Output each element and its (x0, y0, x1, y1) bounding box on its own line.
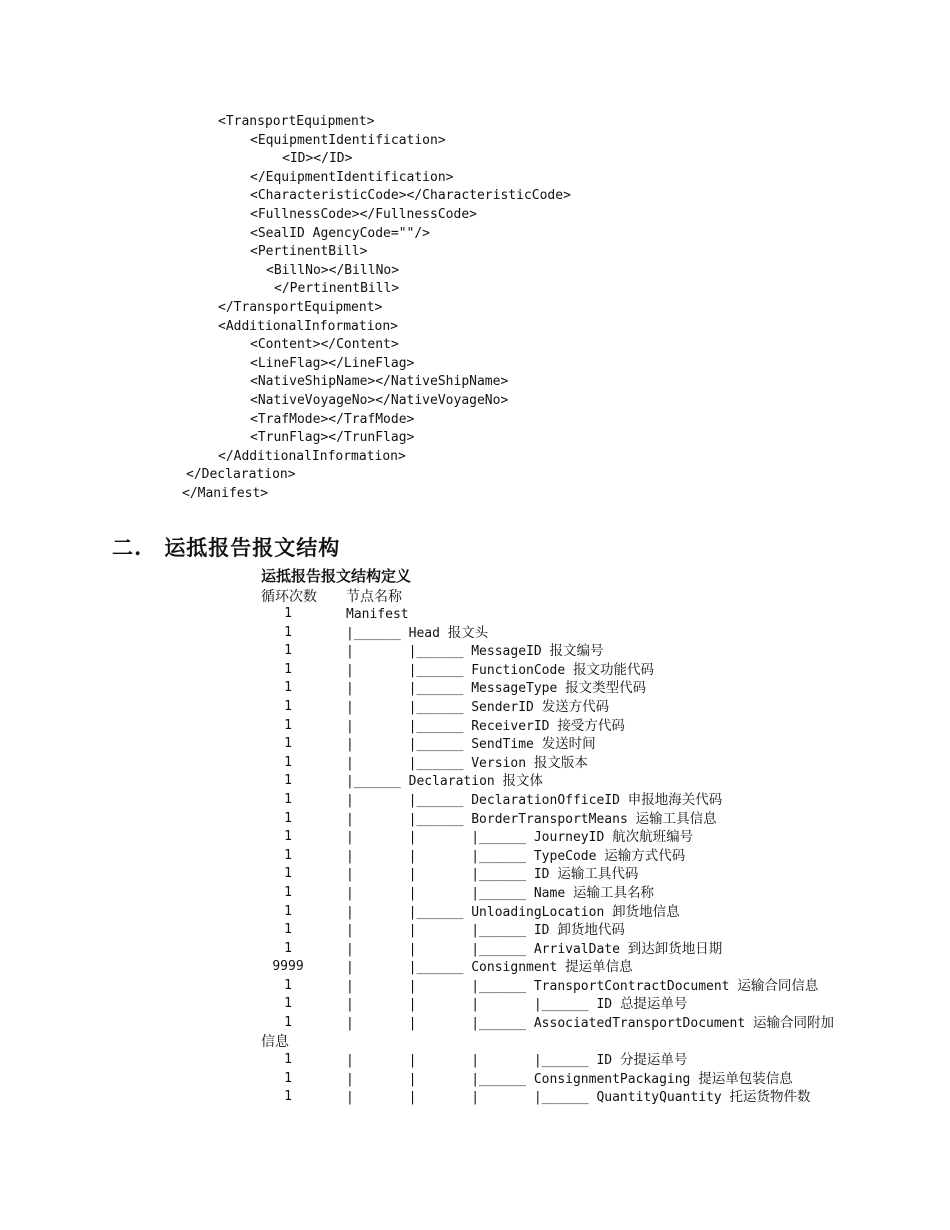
xml-line: <FullnessCode></FullnessCode> (250, 206, 477, 222)
tree-branch: | |______ (346, 699, 472, 715)
tree-branch: |______ (346, 774, 409, 790)
node-description: 提运单信息 (565, 959, 633, 976)
node-name: Consignment (471, 960, 558, 976)
node-label (346, 642, 604, 662)
xml-line: </PertinentBill> (274, 281, 400, 297)
node-description: 报文类型代码 (565, 680, 647, 697)
node-description: 报文编号 (549, 643, 604, 660)
node-label (346, 1014, 834, 1034)
node-name: AssociatedTransportDocument (533, 1016, 746, 1032)
xml-line: </Manifest> (182, 485, 269, 501)
loop-count: 1 (284, 791, 292, 807)
node-label (346, 624, 488, 644)
wrapped-text: 信息 (261, 1033, 289, 1050)
node-name: ID (533, 923, 550, 939)
xml-line: <EquipmentIdentification> (250, 132, 446, 148)
tree-branch: | | | |______ (346, 1090, 597, 1106)
loop-count: 1 (284, 996, 292, 1012)
column-header-node: 节点名称 (346, 589, 402, 605)
loop-count: 1 (284, 829, 292, 845)
tree-branch: | |______ (346, 644, 472, 660)
xml-line: <TrunFlag></TrunFlag> (250, 430, 415, 446)
node-description: 卸货地信息 (612, 903, 680, 920)
loop-count: 1 (284, 624, 292, 640)
tree-row (0, 698, 950, 717)
node-name: FunctionCode (471, 662, 566, 678)
tree-row (0, 1014, 950, 1033)
xml-line: <LineFlag></LineFlag> (250, 355, 415, 371)
node-name: UnloadingLocation (471, 904, 605, 920)
node-name: Name (533, 885, 566, 901)
tree-row (0, 661, 950, 680)
node-label (346, 995, 687, 1015)
node-label (346, 977, 818, 997)
tree-branch: | | |______ (346, 830, 534, 846)
tree-row (0, 624, 950, 643)
node-description: 运输合同附加 (753, 1015, 834, 1032)
loop-count: 1 (284, 773, 292, 789)
node-name: TransportContractDocument (533, 978, 730, 994)
tree-branch: | |______ (346, 904, 472, 920)
tree-row (0, 903, 950, 922)
structure-tree (0, 605, 950, 1107)
node-label (346, 1051, 687, 1071)
loop-count: 1 (284, 661, 292, 677)
node-description: 报文头 (447, 624, 489, 641)
tree-branch: |______ (346, 625, 409, 641)
node-label (346, 735, 596, 755)
node-description: 申报地海关代码 (627, 791, 723, 808)
tree-branch: | |______ (346, 755, 472, 771)
xml-line: </TransportEquipment> (218, 299, 383, 315)
loop-count: 1 (284, 977, 292, 993)
node-description: 运输工具信息 (635, 810, 717, 827)
node-label (346, 921, 625, 941)
node-description: 运输工具名称 (572, 884, 654, 901)
node-description: 航次航班编号 (612, 829, 694, 846)
tree-row (0, 642, 950, 661)
loop-count: 1 (284, 866, 292, 882)
xml-line: <NativeShipName></NativeShipName> (250, 374, 509, 390)
node-description: 接受方代码 (557, 717, 625, 734)
node-label (346, 847, 685, 867)
node-name: MessageType (471, 681, 558, 697)
tree-row (0, 958, 950, 977)
node-label (346, 698, 609, 718)
node-name: ID (596, 997, 613, 1013)
xml-line: <TransportEquipment> (218, 114, 375, 129)
xml-line: <CharacteristicCode></CharacteristicCode> (250, 188, 571, 204)
node-name: BorderTransportMeans (471, 811, 628, 827)
tree-row (0, 772, 950, 791)
node-label (346, 1070, 793, 1090)
node-name: Version (471, 755, 527, 771)
node-name: ID (533, 867, 550, 883)
tree-branch: | | |______ (346, 867, 534, 883)
tree-branch: | |______ (346, 960, 472, 976)
node-label (346, 679, 646, 699)
loop-count: 1 (284, 940, 292, 956)
xml-line: </AdditionalInformation> (218, 448, 406, 464)
loop-count: 1 (284, 903, 292, 919)
node-name: Manifest (346, 607, 409, 622)
node-name: JourneyID (533, 830, 605, 846)
xml-line: </EquipmentIdentification> (250, 169, 454, 185)
xml-line: <Content></Content> (250, 337, 399, 353)
loop-count: 1 (284, 680, 292, 696)
loop-count: 1 (284, 643, 292, 659)
node-description: 提运单包装信息 (698, 1070, 793, 1087)
tree-row (0, 995, 950, 1014)
xml-line: <NativeVoyageNo></NativeVoyageNo> (250, 392, 509, 408)
xml-snippet (180, 113, 571, 503)
node-description: 发送时间 (541, 736, 596, 753)
xml-line: </Declaration> (186, 467, 296, 483)
tree-branch: | | |______ (346, 923, 534, 939)
node-name: ReceiverID (471, 718, 550, 734)
tree-row (0, 810, 950, 829)
node-label (346, 865, 638, 885)
node-description: 报文体 (502, 773, 544, 790)
node-description: 报文版本 (533, 754, 588, 771)
node-name: TypeCode (533, 848, 597, 864)
tree-branch: | | | |______ (346, 1053, 597, 1069)
tree-row (0, 865, 950, 884)
node-label (346, 940, 722, 960)
node-name: Declaration (408, 774, 495, 790)
tree-row (0, 1051, 950, 1070)
node-label (346, 958, 633, 978)
tree-row (0, 828, 950, 847)
node-description: 运输工具代码 (557, 866, 639, 883)
node-description: 总提运单号 (619, 996, 688, 1013)
node-name: DeclarationOfficeID (471, 792, 620, 808)
tree-row (0, 605, 950, 624)
loop-count: 1 (284, 1070, 292, 1086)
node-description: 卸货地代码 (557, 922, 625, 939)
loop-count: 1 (284, 1015, 292, 1031)
tree-row (0, 754, 950, 773)
loop-count: 1 (284, 717, 292, 733)
tree-row (0, 847, 950, 866)
loop-count: 1 (284, 922, 292, 938)
tree-branch: | | |______ (346, 885, 534, 901)
column-header-count: 循环次数 (261, 589, 317, 605)
tree-row (0, 940, 950, 959)
loop-count: 1 (284, 606, 292, 621)
node-name: QuantityQuantity (596, 1090, 722, 1106)
loop-count: 1 (284, 1089, 292, 1105)
tree-row (0, 921, 950, 940)
loop-count: 1 (284, 884, 292, 900)
loop-count: 1 (284, 1052, 292, 1068)
node-label (346, 828, 693, 848)
loop-count: 1 (284, 736, 292, 752)
node-label (346, 661, 654, 681)
tree-branch: | | |______ (346, 941, 534, 957)
xml-line: <SealID AgencyCode=""/> (250, 225, 431, 241)
node-label (346, 1088, 811, 1108)
node-name: MessageID (471, 644, 542, 660)
node-label (346, 903, 680, 923)
node-description: 分提运单号 (619, 1052, 688, 1069)
node-description: 运输方式代码 (604, 847, 686, 864)
tree-row (0, 791, 950, 810)
section-number: 二. (112, 535, 143, 560)
tree-row (0, 735, 950, 754)
node-name: SenderID (471, 699, 534, 715)
tree-branch: | |______ (346, 811, 472, 827)
node-name: Head (408, 625, 440, 641)
node-description: 到达卸货地日期 (627, 940, 723, 957)
tree-branch: | | | |______ (346, 997, 597, 1013)
definition-title: 运抵报告报文结构定义 (261, 567, 412, 585)
node-name: SendTime (471, 737, 534, 753)
tree-branch: | |______ (346, 681, 472, 697)
loop-count: 9999 (272, 959, 304, 975)
tree-row (0, 977, 950, 996)
tree-branch: | |______ (346, 718, 472, 734)
node-label (346, 754, 588, 774)
node-description: 发送方代码 (541, 698, 610, 715)
xml-line: <AdditionalInformation> (218, 318, 399, 334)
xml-line: <TrafMode></TrafMode> (250, 411, 415, 427)
node-description: 运输合同信息 (737, 977, 819, 994)
xml-line: <BillNo></BillNo> (266, 262, 400, 278)
node-label (346, 605, 409, 625)
loop-count: 1 (284, 847, 292, 863)
tree-branch: | | |______ (346, 1071, 534, 1087)
tree-branch: | |______ (346, 737, 472, 753)
node-description: 托运货物件数 (729, 1089, 811, 1106)
column-headers (261, 586, 861, 605)
tree-branch: | |______ (346, 792, 472, 808)
tree-branch: | | |______ (346, 978, 534, 994)
section-heading (112, 532, 340, 562)
loop-count: 1 (284, 810, 292, 826)
node-name: ArrivalDate (533, 941, 620, 957)
node-label (346, 884, 654, 904)
section-title: 运抵报告报文结构 (164, 535, 341, 560)
node-label (346, 810, 717, 830)
tree-branch: | | |______ (346, 848, 534, 864)
xml-line: <PertinentBill> (250, 244, 368, 260)
loop-count: 1 (284, 754, 292, 770)
tree-row (0, 1033, 950, 1052)
node-label (346, 791, 722, 811)
node-name: ConsignmentPackaging (533, 1071, 691, 1087)
tree-branch: | |______ (346, 662, 472, 678)
tree-row (0, 717, 950, 736)
node-description: 报文功能代码 (572, 661, 654, 678)
node-name: ID (596, 1053, 613, 1069)
loop-count: 1 (284, 698, 292, 714)
tree-row (0, 884, 950, 903)
tree-row (0, 1088, 950, 1107)
tree-branch: | | |______ (346, 1016, 534, 1032)
xml-line: <ID></ID> (282, 151, 353, 167)
tree-row (0, 679, 950, 698)
node-label (346, 717, 625, 737)
node-label (346, 772, 543, 792)
tree-row (0, 1070, 950, 1089)
